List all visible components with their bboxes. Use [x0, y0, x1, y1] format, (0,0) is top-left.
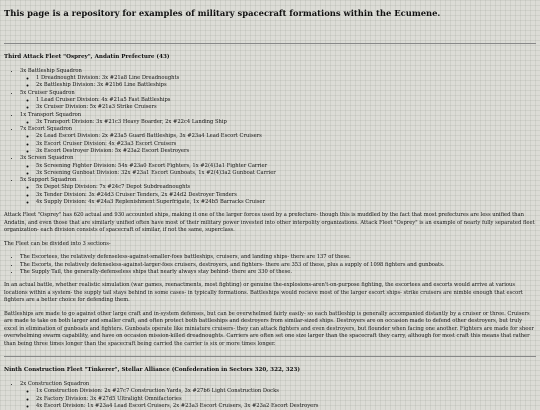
squadron-item: • 3x Screen Squadron ◦ 5x Screening Fighter Division: 54x #23a0 Escort Fighters, 1x #2(4)3a1 Fighter Carrier ◦ 3x Screening Gunboat Division: 32x #23a1 Escort Gunboats, 1x #2(4)3a2 Gunboat Carrier	[20, 155, 536, 177]
division-item: ◦ 1x Construction Division: 2x #27c7 Construction Yards, 3x #27b6 Light Construction Docks	[36, 388, 536, 395]
division-item: ◦ 5x Depot Ship Division: 7x #24c7 Depot Subdreadnoughts	[36, 184, 536, 191]
squadron-item: • 1x Transport Squadron ◦ 3x Transport Division: 3x #21c3 Heavy Boarder, 2x #22c4 Landing Ship	[20, 112, 536, 127]
fleet1-squadron-list	[4, 68, 536, 206]
fleet1-paragraph-1: Attack Fleet "Osprey" has 620 actual and 930 accounted ships, making it one of the larger forces used by a prefecture- though this is muddled by the fact that most prefectures are less unified than Andatin, and even those that are similarly unified often have most of their military power invested into other interpolity organizations. Attack Fleet "Osprey" is an example of nearly fully separated fleet organization- each division consists of spacecraft of similar, if not the same, superclass.	[4, 212, 535, 234]
fleet2-squadron-list	[4, 381, 536, 410]
division-item: ◦ 2x Lead Escort Division: 2x #23a5 Guard Battleships, 3x #23a4 Lead Escort Cruisers	[36, 133, 536, 140]
division-item: ◦ 3x Cruiser Division: 5x #21a3 Strike Cruisers	[36, 104, 536, 111]
fleet1-paragraph-2: The Fleet can be divided into 3 sections-	[4, 240, 111, 247]
section-item: • The Escortees, the relatively defenseless-against-smaller-foes battleships, cruisers, and landing ships- there are 137 of these.	[20, 254, 536, 261]
fleet1-title: Third Attack Fleet "Osprey", Andatin Prefecture (43)	[4, 54, 170, 61]
squadron-item: • 5x Cruiser Squadron ◦ 1 Lead Cruiser Division: 4x #21a5 Fast Battleships ◦ 3x Cruiser Division: 5x #21a3 Strike Cruisers	[20, 90, 536, 112]
fleet1-paragraph-3: In an actual battle, whether realistic simulation (war games, reenactments, most fighting) or genuine the-explosions-aren't-on-purpose fighting, the escortees and escorts would arrive at various locations within a system- the supply tail stays behind in some cases- in typically formations. Battleships would recieve most of the larger escort ships- strike cruisers are nimble enough that escort fighters are a better choice for defending them.	[4, 282, 523, 304]
division-item: ◦ 1 Lead Cruiser Division: 4x #21a5 Fast Battleships	[36, 97, 536, 104]
division-item: ◦ 3x Tender Division: 3x #24d3 Cruiser Tenders, 2x #24d2 Destroyer Tenders	[36, 192, 536, 199]
intro-text: This page is a repository for examples of military spacecraft formations within the Ecumene.	[4, 8, 441, 18]
section-item: • The Escorts, the relatively defenseless-against-larger-foes cruisers, destroyers, and fighters- there are 353 of these, plus a supply of 1098 fighters and gunboats.	[20, 262, 536, 269]
division-item: ◦ 4x Supply Division: 4x #24a3 Replenishment Superfrigate, 1x #24b5 Barracks Cruiser	[36, 199, 536, 206]
division-item: ◦ 1 Dreadnought Division: 3x #21a8 Line Dreadnoughts	[36, 75, 536, 82]
fleet1-sections-list	[4, 254, 536, 276]
squadron-item: • 5x Support Squadron ◦ 5x Depot Ship Division: 7x #24c7 Depot Subdreadnoughts ◦ 3x Tender Division: 3x #24d3 Cruiser Tenders, 2x #24d2 Destroyer Tenders ◦ 4x Supply Division: 4x #24a3 Replenishment Superfrigate, 1x #24b5 Barracks Cruiser	[20, 177, 536, 206]
squadron-item: • 2x Construction Squadron ◦ 1x Construction Division: 2x #27c7 Construction Yards, 3x #27b6 Light Construction Docks ◦ 2x Factory Division: 3x #27d5 Ultralight Omnifactories ◦ 4x Escort Division: 1x #23a4 Lead Escort Cruisers, 2x #23a3 Escort Cruisers, 3x #23a2 Escort Destroyers	[20, 381, 536, 410]
divider	[4, 43, 536, 44]
division-item: ◦ 3x Escort Destroyer Division: 5x #23a2 Escort Destroyers	[36, 148, 536, 155]
division-item: ◦ 4x Escort Division: 1x #23a4 Lead Escort Cruisers, 2x #23a3 Escort Cruisers, 3x #23a2 Escort Destroyers	[36, 403, 536, 410]
division-item: ◦ 3x Escort Cruiser Division: 4x #23a3 Escort Cruisers	[36, 141, 536, 148]
divider	[4, 356, 536, 357]
squadron-item: • 3x Battleship Squadron ◦ 1 Dreadnought Division: 3x #21a8 Line Dreadnoughts ◦ 2x Battleship Division: 3x #21b6 Line Battleships	[20, 68, 536, 90]
division-item: ◦ 2x Battleship Division: 3x #21b6 Line Battleships	[36, 82, 536, 89]
fleet1-paragraph-4: Battleships are made to go against other large craft and in-system defenses, but can be overwhelmed fairly easily- so each battleship is generally accompanied distantly by a cruiser or three. Cruisers are made to take on both larger and smaller craft, and often protect both battleships and destroyers from similar-sized ships. Destroyers are on occasion made to defend other destroyers, but truly excel in elimination of gunboats and fighters. Gunboats operate like miniature cruisers- they can attack fighters and even destroyers, but flounder when facing one another. Fighters are made for sheer overwhelming swarm capability, and have on occasion mission-killed dreadnoughts. Carriers are often set one size larger than the spacecraft they carry, although for most craft this means that rather than being three times longer than the spacecraft being carried the carrier is six or more times longer.	[4, 310, 534, 347]
division-item: ◦ 2x Factory Division: 3x #27d5 Ultralight Omnifactories	[36, 396, 536, 403]
division-item: ◦ 3x Screening Gunboat Division: 32x #23a1 Escort Gunboats, 1x #2(4)3a2 Gunboat Carrier	[36, 170, 536, 177]
section-item: • The Supply Tail, the generally-defenseless ships that nearly always stay behind- there are 330 of these.	[20, 269, 536, 276]
fleet2-title: Ninth Construction Fleet "Tinkerer", Stellar Alliance (Confederation in Sectors 320, 322, 323)	[4, 367, 301, 374]
division-item: ◦ 5x Screening Fighter Division: 54x #23a0 Escort Fighters, 1x #2(4)3a1 Fighter Carrier	[36, 163, 536, 170]
division-item: ◦ 3x Transport Division: 3x #21c3 Heavy Boarder, 2x #22c4 Landing Ship	[36, 119, 536, 126]
squadron-item: • 7x Escort Squadron ◦ 2x Lead Escort Division: 2x #23a5 Guard Battleships, 3x #23a4 Lead Escort Cruisers ◦ 3x Escort Cruiser Division: 4x #23a3 Escort Cruisers ◦ 3x Escort Destroyer Division: 5x #23a2 Escort Destroyers	[20, 126, 536, 155]
